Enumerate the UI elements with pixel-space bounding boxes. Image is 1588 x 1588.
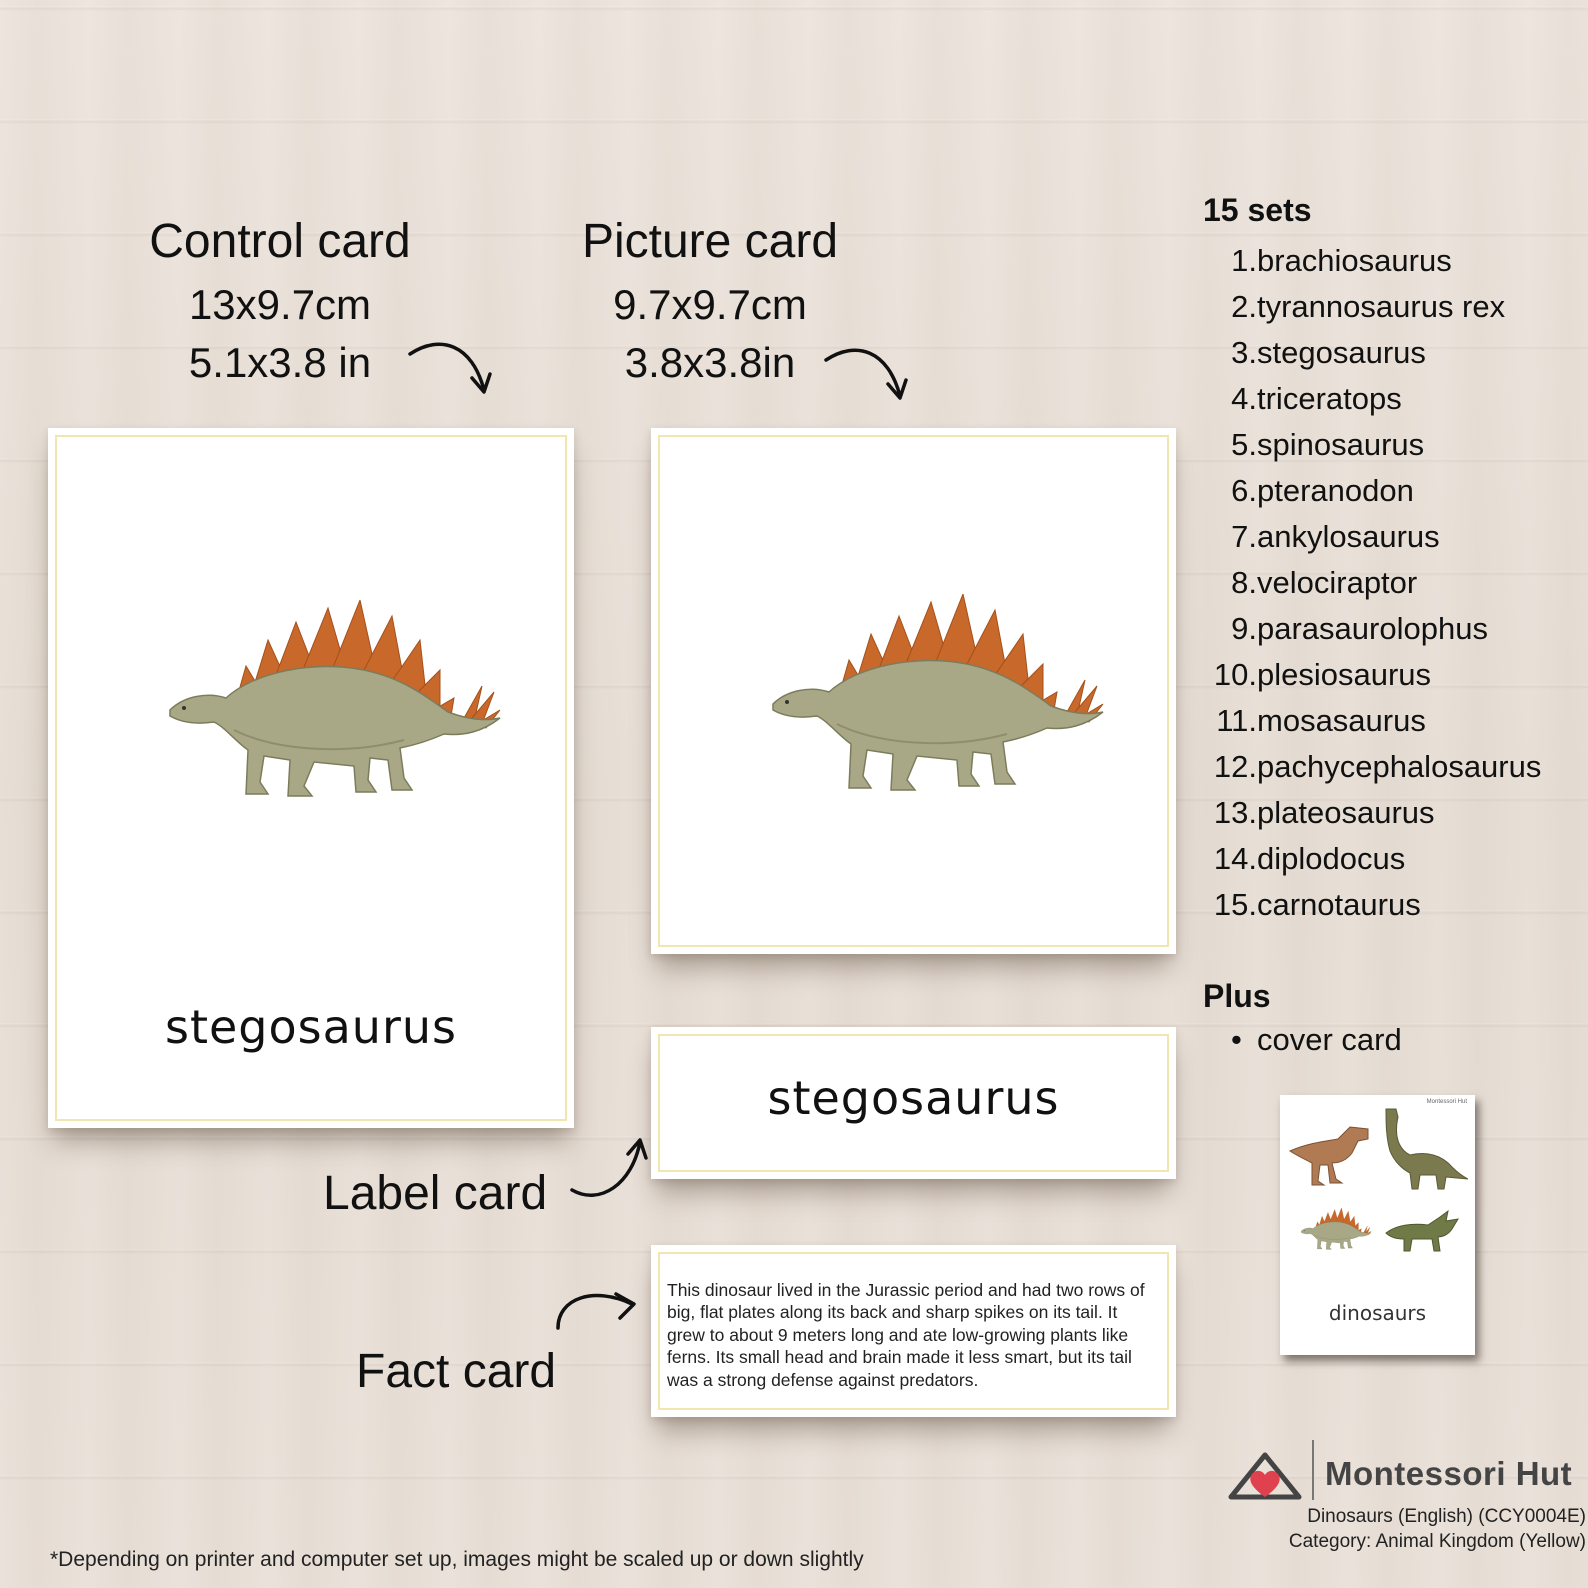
list-item: 4.triceratops	[1231, 381, 1402, 416]
brand-name: Montessori Hut	[1325, 1455, 1573, 1492]
trex-icon	[1288, 1117, 1372, 1187]
product-title: Dinosaurs (English) (CCY0004E)	[1307, 1506, 1586, 1527]
picture-card-heading	[555, 214, 865, 392]
list-item: 5.spinosaurus	[1231, 427, 1425, 462]
fact-arrow-icon	[554, 1280, 644, 1340]
list-item: 3.stegosaurus	[1231, 335, 1426, 370]
fact-card-caption: Fact card	[356, 1345, 557, 1398]
stegosaurus-image	[164, 600, 504, 800]
list-item: 13.plateosaurus	[1213, 795, 1435, 830]
control-card-title: Control card	[149, 215, 411, 268]
label-arrow-icon	[570, 1134, 650, 1204]
picture-card-size-cm: 9.7x9.7cm	[613, 281, 807, 328]
list-item: 12.pachycephalosaurus	[1213, 749, 1542, 784]
fact-card-text: This dinosaur lived in the Jurassic period and had two rows of big, flat plates along its back and sharp spikes on its tail. It grew to about 9 meters long and ate low-growing plants like ferns. Its small head and brain made it less smart, but its tail was a strong defense against predators.	[667, 1280, 1145, 1390]
logo-divider	[1312, 1440, 1314, 1500]
picture-card	[651, 428, 1176, 954]
cover-card	[1280, 1095, 1475, 1355]
stegosaurus-icon	[1300, 1207, 1372, 1251]
list-item: 11.mosasaurus	[1216, 703, 1426, 738]
label-card-caption: Label card	[323, 1167, 548, 1220]
picture-card-title: Picture card	[581, 215, 839, 268]
disclaimer: *Depending on printer and computer set up, images might be scaled up or down slightly	[50, 1548, 864, 1571]
house-heart-logo-icon	[1227, 1445, 1305, 1501]
list-item: 10.plesiosaurus	[1213, 657, 1432, 692]
triceratops-icon	[1382, 1209, 1462, 1255]
control-card	[48, 428, 574, 1128]
list-item: 14.diplodocus	[1213, 841, 1406, 876]
product-category: Category: Animal Kingdom (Yellow)	[1288, 1531, 1586, 1552]
stegosaurus-image	[767, 594, 1107, 794]
cover-card-word: dinosaurs	[1328, 1301, 1427, 1325]
plus-item	[1231, 1022, 1402, 1058]
list-item: 6.pteranodon	[1231, 473, 1414, 508]
list-item: 1.brachiosaurus	[1231, 243, 1452, 278]
plus-title: Plus	[1203, 978, 1271, 1014]
cover-card-brand: Montessori Hut	[1426, 1099, 1467, 1105]
plus-item-label: cover card	[1257, 1022, 1402, 1057]
label-card	[651, 1027, 1176, 1179]
control-arrow-icon	[410, 340, 500, 410]
fact-card	[651, 1245, 1176, 1417]
list-item: 15.carnotaurus	[1213, 887, 1421, 922]
list-item: 7.ankylosaurus	[1231, 519, 1440, 554]
set-list	[1203, 238, 1541, 928]
brachiosaurus-icon	[1376, 1105, 1468, 1191]
picture-arrow-icon	[826, 346, 916, 416]
sets-title: 15 sets	[1203, 192, 1312, 228]
list-item: 9.parasaurolophus	[1231, 611, 1488, 646]
label-card-word: stegosaurus	[767, 1071, 1060, 1125]
control-card-size-in: 5.1x3.8 in	[188, 339, 372, 386]
bullet-icon: •	[1231, 1022, 1242, 1057]
control-card-heading	[130, 214, 430, 392]
list-item: 2.tyrannosaurus rex	[1231, 289, 1506, 324]
list-item: 8.velociraptor	[1231, 565, 1418, 600]
picture-card-size-in: 3.8x3.8in	[624, 339, 796, 386]
control-card-word: stegosaurus	[165, 1000, 457, 1054]
control-card-size-cm: 13x9.7cm	[188, 281, 372, 328]
